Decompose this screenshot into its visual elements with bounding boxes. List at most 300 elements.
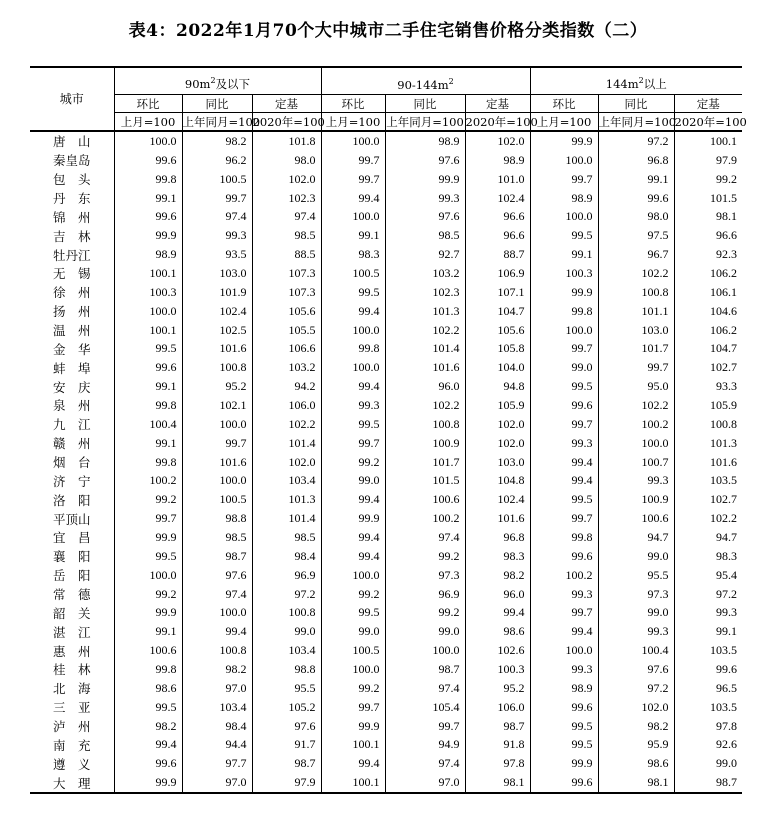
sub-header-mom: 环比: [321, 95, 385, 113]
index-value: 98.7: [182, 547, 252, 566]
index-value: 96.9: [385, 585, 465, 604]
index-value: 98.0: [252, 151, 321, 170]
index-value: 97.4: [182, 585, 252, 604]
index-value: 96.5: [674, 679, 742, 698]
index-value: 99.4: [530, 453, 598, 472]
index-value: 101.0: [465, 170, 530, 189]
page-title: 表4：2022年1月70个大中城市二手住宅销售价格分类指数（二）: [128, 21, 648, 41]
city-name: 宜 昌: [30, 528, 114, 547]
index-value: 101.6: [182, 339, 252, 358]
index-value: 99.0: [321, 471, 385, 490]
index-value: 100.1: [321, 736, 385, 755]
index-value: 101.5: [674, 189, 742, 208]
index-value: 98.1: [674, 207, 742, 226]
index-value: 99.0: [321, 622, 385, 641]
index-value: 96.8: [465, 528, 530, 547]
city-name: 烟 台: [30, 453, 114, 472]
city-name: 湛 江: [30, 622, 114, 641]
city-name: 赣 州: [30, 434, 114, 453]
index-value: 102.4: [465, 490, 530, 509]
table-row: [30, 131, 742, 151]
index-value: 103.0: [598, 321, 674, 340]
index-value: 100.0: [182, 471, 252, 490]
index-value: 97.2: [252, 585, 321, 604]
index-value: 99.5: [321, 415, 385, 434]
index-value: 99.4: [321, 547, 385, 566]
index-value: 100.2: [385, 509, 465, 528]
index-value: 101.6: [182, 453, 252, 472]
index-value: 99.6: [155, 152, 177, 167]
index-value: 98.7: [674, 773, 742, 793]
index-value: 97.6: [385, 207, 465, 226]
table-row: [30, 528, 742, 547]
index-value: 99.6: [155, 209, 177, 224]
index-value: 100.0: [321, 660, 385, 679]
index-value: 99.7: [530, 339, 598, 358]
index-value: 97.4: [385, 754, 465, 773]
sub-header-fixed: 定基: [674, 95, 742, 113]
base-header-fixed: 2020年=100: [465, 113, 530, 132]
index-value: 99.0: [385, 622, 465, 641]
index-value: 105.2: [252, 698, 321, 717]
index-value: 100.1: [674, 131, 742, 151]
city-name: 襄 阳: [30, 547, 114, 566]
index-value: 106.2: [674, 321, 742, 340]
table-row: [30, 377, 742, 396]
index-value: 94.2: [252, 377, 321, 396]
index-value: 102.3: [385, 283, 465, 302]
index-value: 100.1: [149, 322, 177, 337]
index-value: 91.8: [465, 736, 530, 755]
index-value: 99.7: [321, 170, 385, 189]
index-value: 105.8: [465, 339, 530, 358]
index-value: 94.7: [674, 528, 742, 547]
table-row: [30, 245, 742, 264]
index-value: 99.6: [530, 396, 598, 415]
index-value: 99.6: [530, 698, 598, 717]
city-name: 唐 山: [30, 131, 114, 151]
index-value: 100.3: [149, 284, 177, 299]
group-header-small: $90m^2$及以下: [114, 67, 321, 95]
index-value: 102.3: [252, 189, 321, 208]
index-value: 99.6: [598, 189, 674, 208]
index-value: 97.6: [598, 660, 674, 679]
index-value: 100.1: [149, 265, 177, 280]
index-value: 103.0: [465, 453, 530, 472]
index-value: 99.4: [182, 622, 252, 641]
index-value: 92.7: [385, 245, 465, 264]
index-value: 100.2: [149, 473, 177, 488]
city-name: 锦 州: [30, 207, 114, 226]
index-value: 99.1: [155, 190, 177, 205]
city-name: 九 江: [30, 415, 114, 434]
index-value: 96.8: [598, 151, 674, 170]
index-value: 99.3: [530, 434, 598, 453]
index-value: 99.9: [114, 773, 182, 793]
index-value: 95.2: [182, 377, 252, 396]
index-value: 100.0: [321, 566, 385, 585]
index-value: 99.7: [321, 151, 385, 170]
index-value: 99.4: [155, 737, 177, 752]
index-value: 97.9: [674, 151, 742, 170]
index-value: 96.0: [465, 585, 530, 604]
city-name: 北 海: [30, 679, 114, 698]
table-row: [30, 339, 742, 358]
index-value: 99.2: [321, 679, 385, 698]
index-value: 99.8: [155, 397, 177, 412]
index-value: 99.8: [155, 661, 177, 676]
index-value: 99.5: [155, 699, 177, 714]
index-value: 88.7: [465, 245, 530, 264]
table-row: [30, 585, 742, 604]
index-value: 88.5: [252, 245, 321, 264]
index-value: 100.0: [149, 133, 177, 148]
index-value: 99.3: [598, 622, 674, 641]
index-value: 97.4: [182, 207, 252, 226]
index-value: 100.7: [598, 453, 674, 472]
city-name: 桂 林: [30, 660, 114, 679]
index-value: 99.5: [530, 717, 598, 736]
index-value: 98.2: [598, 717, 674, 736]
index-value: 97.5: [598, 226, 674, 245]
index-value: 103.5: [674, 471, 742, 490]
table-body: [30, 131, 742, 793]
index-value: 97.3: [598, 585, 674, 604]
index-value: 99.4: [321, 754, 385, 773]
index-value: 98.7: [252, 754, 321, 773]
index-value: 102.2: [252, 415, 321, 434]
index-value: 94.4: [182, 736, 252, 755]
index-value: 102.0: [465, 415, 530, 434]
index-value: 101.8: [252, 131, 321, 151]
index-value: 99.1: [155, 379, 177, 394]
index-value: 99.3: [385, 189, 465, 208]
index-value: 99.2: [385, 603, 465, 622]
index-value: 99.8: [530, 528, 598, 547]
index-value: 99.4: [321, 302, 385, 321]
index-value: 97.9: [252, 773, 321, 793]
table-row: [30, 434, 742, 453]
index-value: 106.0: [465, 698, 530, 717]
sub-header-mom: 环比: [114, 95, 182, 113]
base-header-mom: 上月=100: [321, 113, 385, 132]
index-value: 95.5: [598, 566, 674, 585]
index-value: 104.0: [465, 358, 530, 377]
table-row: [30, 453, 742, 472]
price-index-table: [30, 66, 747, 794]
index-value: 101.7: [385, 453, 465, 472]
index-value: 98.9: [155, 247, 177, 262]
city-name: 惠 州: [30, 641, 114, 660]
index-value: 100.0: [321, 358, 385, 377]
index-value: 99.7: [321, 698, 385, 717]
index-value: 100.6: [149, 643, 177, 658]
index-value: 99.3: [674, 603, 742, 622]
index-value: 99.3: [530, 660, 598, 679]
index-value: 98.5: [252, 528, 321, 547]
index-value: 100.8: [182, 358, 252, 377]
index-value: 99.4: [321, 189, 385, 208]
table-row: [30, 321, 742, 340]
index-value: 99.8: [155, 171, 177, 186]
index-value: 98.7: [385, 660, 465, 679]
index-value: 102.0: [598, 698, 674, 717]
index-value: 98.9: [385, 131, 465, 151]
index-value: 99.0: [674, 754, 742, 773]
index-value: 91.7: [252, 736, 321, 755]
table-row: [30, 264, 742, 283]
index-value: 97.6: [252, 717, 321, 736]
index-value: 96.0: [385, 377, 465, 396]
index-value: 103.5: [674, 641, 742, 660]
index-value: 96.6: [465, 226, 530, 245]
index-value: 99.9: [155, 228, 177, 243]
index-value: 99.3: [321, 396, 385, 415]
city-name: 温 州: [30, 321, 114, 340]
index-value: 102.0: [465, 131, 530, 151]
index-value: 99.9: [385, 170, 465, 189]
base-header-mom: 上月=100: [114, 113, 182, 132]
index-value: 106.9: [465, 264, 530, 283]
index-value: 99.7: [530, 509, 598, 528]
base-header-yoy: 上年同月=100: [182, 113, 252, 132]
city-name: 韶 关: [30, 603, 114, 622]
index-value: 98.3: [465, 547, 530, 566]
index-value: 97.6: [385, 151, 465, 170]
index-value: 105.9: [674, 396, 742, 415]
city-name: 三 亚: [30, 698, 114, 717]
index-value: 102.2: [385, 321, 465, 340]
index-value: 98.3: [674, 547, 742, 566]
index-value: 100.4: [149, 416, 177, 431]
index-value: 106.1: [674, 283, 742, 302]
index-value: 99.9: [321, 717, 385, 736]
index-value: 100.8: [598, 283, 674, 302]
index-value: 104.7: [465, 302, 530, 321]
sub-header-yoy: 同比: [598, 95, 674, 113]
city-name: 安 庆: [30, 377, 114, 396]
index-value: 101.6: [674, 453, 742, 472]
city-name: 济 宁: [30, 471, 114, 490]
base-header-yoy: 上年同月=100: [385, 113, 465, 132]
table-row: [30, 415, 742, 434]
index-value: 95.2: [465, 679, 530, 698]
index-value: 98.8: [252, 660, 321, 679]
city-name: 无 锡: [30, 264, 114, 283]
index-value: 98.9: [465, 151, 530, 170]
index-value: 101.1: [598, 302, 674, 321]
base-header-mom: 上月=100: [530, 113, 598, 132]
city-name: 常 德: [30, 585, 114, 604]
index-value: 101.4: [252, 434, 321, 453]
index-value: 99.9: [321, 509, 385, 528]
index-value: 98.5: [385, 226, 465, 245]
city-name: 吉 林: [30, 226, 114, 245]
index-value: 102.4: [182, 302, 252, 321]
index-value: 100.0: [385, 641, 465, 660]
index-value: 100.3: [465, 660, 530, 679]
index-value: 103.4: [182, 698, 252, 717]
index-value: 104.6: [674, 302, 742, 321]
index-value: 103.2: [385, 264, 465, 283]
index-value: 102.2: [598, 264, 674, 283]
index-value: 98.2: [182, 660, 252, 679]
index-value: 99.0: [598, 547, 674, 566]
index-value: 99.1: [674, 622, 742, 641]
index-value: 97.0: [385, 773, 465, 793]
index-value: 102.2: [674, 509, 742, 528]
city-name: 包 头: [30, 170, 114, 189]
group-header-large: $144m^2$以上: [530, 67, 742, 95]
index-value: 100.5: [182, 170, 252, 189]
index-value: 99.4: [321, 377, 385, 396]
index-value: 101.3: [674, 434, 742, 453]
table-row: [30, 773, 742, 793]
index-value: 99.1: [530, 245, 598, 264]
index-value: 93.3: [674, 377, 742, 396]
index-value: 106.6: [252, 339, 321, 358]
index-value: 103.2: [252, 358, 321, 377]
index-value: 98.6: [465, 622, 530, 641]
table-row: [30, 151, 742, 170]
index-value: 102.2: [385, 396, 465, 415]
index-value: 100.0: [149, 303, 177, 318]
index-value: 100.3: [530, 264, 598, 283]
index-value: 98.7: [465, 717, 530, 736]
index-value: 101.4: [252, 509, 321, 528]
index-value: 97.7: [182, 754, 252, 773]
index-value: 102.1: [182, 396, 252, 415]
index-value: 99.6: [530, 773, 598, 793]
index-value: 97.3: [385, 566, 465, 585]
index-value: 101.5: [385, 471, 465, 490]
index-value: 95.9: [598, 736, 674, 755]
index-value: 98.4: [182, 717, 252, 736]
index-value: 97.4: [385, 679, 465, 698]
index-value: 99.9: [155, 529, 177, 544]
group-header-medium: $90-144m^2$: [321, 67, 530, 95]
index-value: 98.0: [598, 207, 674, 226]
index-value: 99.7: [530, 415, 598, 434]
table-row: [30, 679, 742, 698]
index-value: 100.9: [598, 490, 674, 509]
index-value: 94.9: [385, 736, 465, 755]
city-name: 丹 东: [30, 189, 114, 208]
index-value: 100.6: [385, 490, 465, 509]
index-value: 99.3: [182, 226, 252, 245]
base-header-fixed: 2020年=100: [252, 113, 321, 132]
base-header-yoy: 上年同月=100: [598, 113, 674, 132]
index-value: 99.7: [155, 511, 177, 526]
table-row: [30, 226, 742, 245]
index-value: 99.8: [155, 454, 177, 469]
city-name: 牡丹江: [30, 245, 114, 264]
index-value: 98.9: [530, 189, 598, 208]
index-value: 101.4: [385, 339, 465, 358]
index-value: 100.0: [149, 567, 177, 582]
index-value: 99.5: [530, 736, 598, 755]
city-header: 城市: [30, 67, 114, 131]
index-value: 102.5: [182, 321, 252, 340]
index-value: 98.3: [321, 245, 385, 264]
index-value: 99.0: [530, 358, 598, 377]
city-name: 徐 州: [30, 283, 114, 302]
index-value: 99.2: [674, 170, 742, 189]
index-value: 99.7: [321, 434, 385, 453]
index-value: 100.0: [530, 151, 598, 170]
index-value: 106.0: [252, 396, 321, 415]
index-value: 100.0: [598, 434, 674, 453]
index-value: 93.5: [182, 245, 252, 264]
index-value: 99.7: [385, 717, 465, 736]
index-value: 98.8: [182, 509, 252, 528]
index-value: 100.2: [530, 566, 598, 585]
table-row: [30, 717, 742, 736]
index-value: 98.2: [465, 566, 530, 585]
index-value: 99.6: [530, 547, 598, 566]
index-value: 97.6: [182, 566, 252, 585]
sub-header-yoy: 同比: [182, 95, 252, 113]
index-value: 97.0: [182, 773, 252, 793]
index-value: 99.4: [530, 471, 598, 490]
city-name: 秦皇岛: [30, 151, 114, 170]
table-row: [30, 509, 742, 528]
index-value: 107.1: [465, 283, 530, 302]
index-value: 97.4: [385, 528, 465, 547]
index-value: 101.3: [252, 490, 321, 509]
city-name: 泸 州: [30, 717, 114, 736]
index-value: 103.4: [252, 471, 321, 490]
index-value: 103.0: [182, 264, 252, 283]
index-value: 102.6: [465, 641, 530, 660]
index-value: 99.1: [155, 435, 177, 450]
index-value: 100.4: [598, 641, 674, 660]
city-name: 遵 义: [30, 754, 114, 773]
index-value: 101.3: [385, 302, 465, 321]
index-value: 100.9: [385, 434, 465, 453]
index-value: 99.2: [155, 492, 177, 507]
table-row: [30, 302, 742, 321]
sub-header-fixed: 定基: [465, 95, 530, 113]
index-value: 99.2: [155, 586, 177, 601]
index-value: 99.8: [530, 302, 598, 321]
index-value: 97.4: [252, 207, 321, 226]
index-value: 99.0: [598, 603, 674, 622]
index-value: 98.2: [182, 131, 252, 151]
index-value: 98.6: [155, 680, 177, 695]
index-value: 97.0: [182, 679, 252, 698]
index-value: 103.5: [674, 698, 742, 717]
index-value: 105.9: [465, 396, 530, 415]
index-value: 107.3: [252, 264, 321, 283]
table-row: [30, 736, 742, 755]
index-value: 97.8: [465, 754, 530, 773]
table-row: [30, 189, 742, 208]
index-value: 100.8: [252, 603, 321, 622]
index-value: 92.3: [674, 245, 742, 264]
index-value: 98.4: [252, 547, 321, 566]
sub-header-fixed: 定基: [252, 95, 321, 113]
city-name: 蚌 埠: [30, 358, 114, 377]
city-name: 平顶山: [30, 509, 114, 528]
index-value: 100.0: [321, 131, 385, 151]
table-row: [30, 207, 742, 226]
table-row: [30, 283, 742, 302]
index-value: 100.0: [530, 321, 598, 340]
index-value: 101.7: [598, 339, 674, 358]
index-value: 102.0: [252, 453, 321, 472]
index-value: 99.0: [252, 622, 321, 641]
